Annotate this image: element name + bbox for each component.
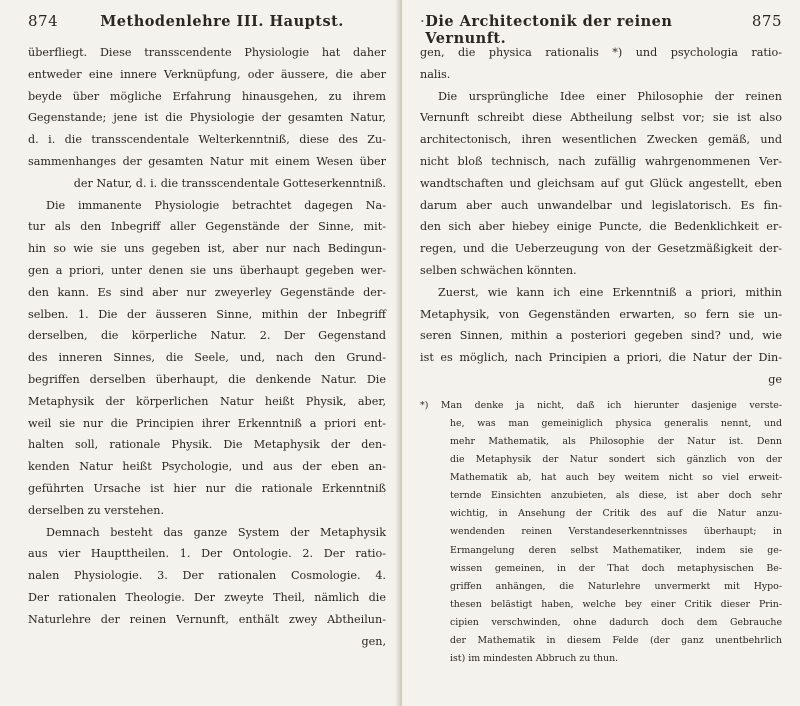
- text-line: begriffen derselben überhaupt, die denkende Natur. Die: [28, 372, 386, 386]
- text-line: derselben, die körperliche Natur. 2. Der Gegenstand: [28, 329, 386, 343]
- left-body-text: [28, 42, 386, 631]
- text-line: der Natur, d. i. die transscendentale Gotteserkenntniß.: [73, 176, 386, 190]
- text-line: sammenhanges der gesamten Natur mit einem Wesen über: [28, 154, 386, 168]
- right-catchword: ge: [768, 372, 782, 386]
- text-line: weil sie nur die Principien ihrer Erkenntniß a priori ent-: [28, 416, 386, 430]
- text-line: überfliegt. Diese transscendente Physiologie hat daher: [28, 46, 386, 59]
- footnote-line: *) Man denke ja nicht, daß ich hierunter dasjenige verste-: [420, 399, 782, 411]
- text-line: Zuerst, wie kann ich eine Erkenntniß a priori, mithin: [438, 285, 782, 299]
- text-line: Die ursprüngliche Idee einer Philosophie der reinen: [438, 89, 782, 103]
- footnote-line: he, was man gemeiniglich physica generalis nennt, und: [450, 417, 782, 429]
- text-line: Metaphysik der körperlichen Natur heißt Physik, aber,: [28, 394, 386, 408]
- text-line: halten soll, rationale Physik. Die Metaphysik der den-: [28, 438, 386, 452]
- text-line: nalis.: [420, 67, 451, 81]
- text-line: den sich aber hiebey einige Puncte, die Bedenklichkeit er-: [420, 220, 782, 234]
- text-line: Die immanente Physiologie betrachtet dagegen Na-: [46, 198, 386, 212]
- text-line: selben schwächen könnten.: [420, 263, 577, 277]
- footnote: [420, 397, 782, 668]
- text-line: darum aber auch unwandelbar und legislatorisch. Es fin-: [420, 198, 782, 212]
- right-page: [402, 0, 800, 706]
- text-line: gen a priori, unter denen sie uns überhaupt gegeben wer-: [28, 263, 386, 277]
- text-line: ist es möglich, nach Principien a priori, die Natur der Din-: [420, 351, 782, 365]
- footnote-line: mehr Mathematik, als Philosophie der Natur ist. Denn: [450, 435, 782, 447]
- text-line: gen, die physica rationalis *) und psychologia ratio-: [420, 46, 782, 59]
- text-line: architectonisch, ihren wesentlichen Zwecken gemäß, und: [420, 133, 782, 147]
- text-line: nalen Physiologie. 3. Der rationalen Cosmologie. 4.: [28, 569, 386, 583]
- footnote-line: ist) im mindesten Abbruch zu thun.: [450, 653, 619, 665]
- footnote-line: wissen gemeinen, in der That doch metaphysischen Be-: [450, 562, 782, 574]
- footnote-line: ternde Einsichten anzubieten, als diese, ist aber doch sehr: [450, 490, 782, 502]
- text-line: Gegenstande; jene ist die Physiologie der gesamten Natur,: [28, 111, 386, 125]
- left-running-head: [28, 12, 386, 34]
- text-line: entweder eine innere Verknüpfung, oder äussere, die aber: [28, 67, 386, 81]
- footnote-line: cipien verschwinden, ohne dadurch doch dem Gebrauche: [450, 616, 782, 628]
- footnote-line: wendenden reinen Verstandeserkenntnisses überhaupt; in: [450, 526, 782, 538]
- footnote-line: thesen belästigt haben, welche bey einer Critik dieser Prin-: [450, 598, 782, 610]
- footnote-line: wichtig, in Ansehung der Critik des auf die Natur anzu-: [450, 508, 782, 520]
- text-line: regen, und die Ueberzeugung von der Gesetzmäßigkeit der-: [420, 242, 782, 256]
- text-line: Demnach besteht das ganze System der Metaphysik: [46, 525, 386, 539]
- text-line: wandtschaften und gleichsam auf gut Glück angestellt, eben: [420, 176, 782, 190]
- left-header-title: Methodenlehre III. Hauptst.: [100, 13, 344, 30]
- footnote-line: Mathematik ab, hat auch bey weitem nicht so viel erweit-: [450, 472, 782, 484]
- text-line: den kann. Es sind aber nur zweyerley Gegenstände der-: [28, 285, 386, 299]
- text-line: Naturlehre der reinen Vernunft, enthält zwey Abtheilun-: [28, 612, 386, 626]
- left-page-number: 874: [28, 12, 59, 30]
- footnote-line: die Metaphysik der Natur sondert sich gänzlich von der: [450, 454, 782, 466]
- text-line: geführten Ursache ist hier nur die rationale Erkenntniß: [28, 481, 386, 495]
- footnote-line: Ermangelung deren selbst Mathematiker, indem sie ge-: [450, 544, 782, 556]
- right-body-text: [420, 42, 782, 369]
- left-catchword: gen,: [361, 634, 386, 648]
- text-line: beyde über mögliche Erfahrung hinausgehen, zu ihrem: [28, 89, 386, 103]
- text-line: Vernunft schreibt diese Abtheilung selbst vor; sie ist also: [420, 111, 782, 125]
- left-page: [0, 0, 398, 706]
- text-line: tur als den Inbegriff aller Gegenstände der Sinne, mit-: [28, 220, 386, 234]
- text-line: Der rationalen Theologie. Der zweyte Theil, nämlich die: [28, 590, 386, 604]
- right-header-title: Die Architectonik der reinen Vernunft.: [425, 13, 673, 47]
- text-line: kenden Natur heißt Psychologie, und aus der eben an-: [28, 460, 386, 474]
- text-line: seren Sinnen, mithin a posteriori gegeben sind? und, wie: [420, 329, 782, 343]
- footnote-line: griffen anhängen, die Naturlehre unvermerkt mit Hypo-: [450, 580, 782, 592]
- text-line: Metaphysik, von Gegenständen erwarten, so fern sie un-: [420, 307, 782, 321]
- text-line: aus vier Haupttheilen. 1. Der Ontologie. 2. Der ratio-: [28, 547, 386, 561]
- right-running-head: · Die Architectonik der reinen Vernunft. 875: [420, 12, 782, 47]
- text-line: selben. 1. Die der äusseren Sinne, mithin der Inbegriff: [28, 307, 386, 321]
- text-line: derselben zu verstehen.: [28, 503, 165, 517]
- text-line: d. i. die transscendentale Welterkenntniß, diese des Zu-: [28, 133, 386, 147]
- text-line: nicht bloß technisch, nach zufällig wahrgenommenen Ver-: [420, 154, 782, 168]
- right-page-number: 875: [751, 12, 782, 30]
- text-line: des inneren Sinnes, die Seele, und, nach den Grund-: [28, 351, 386, 365]
- footnote-line: der Mathematik in diesem Felde (der ganz unentbehrlich: [450, 634, 782, 646]
- text-line: hin so wie sie uns gegeben ist, aber nur nach Bedingun-: [28, 242, 386, 256]
